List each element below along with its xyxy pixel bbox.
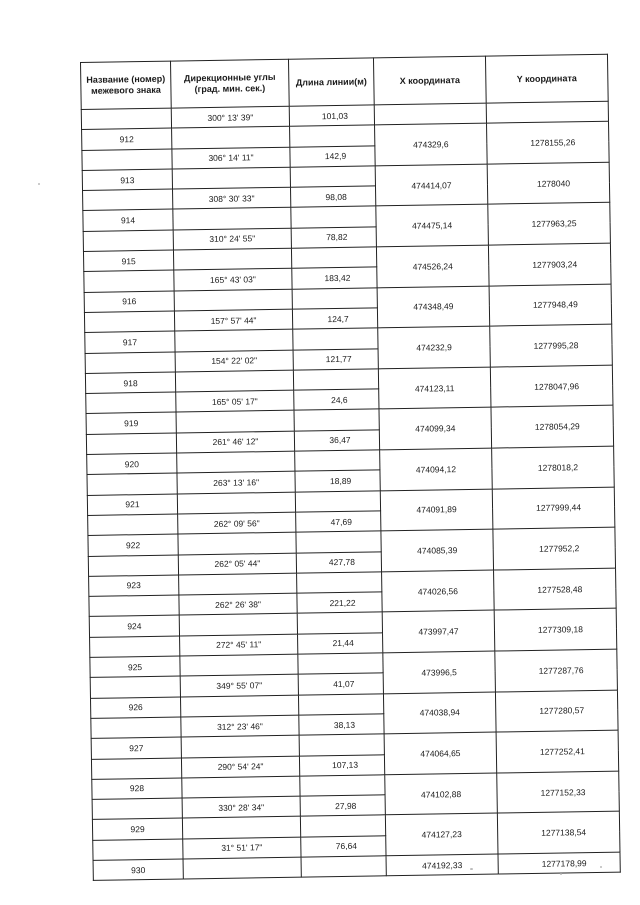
segment-angle: 330° 28' 34"	[182, 796, 300, 818]
point-name-blank	[83, 230, 173, 252]
segment-angle-blank	[178, 532, 296, 554]
segment-angle: 157° 57' 44"	[174, 309, 292, 331]
coordinates-sheet	[80, 54, 620, 881]
point-name: 925	[90, 656, 180, 678]
segment-angle: 154° 22' 02"	[175, 350, 293, 372]
y-coordinate: 1277252,41	[496, 730, 619, 773]
point-name: 923	[89, 575, 179, 597]
point-name: 916	[84, 291, 174, 313]
point-name-blank	[91, 717, 181, 739]
y-coordinate: 1278047,96	[490, 365, 613, 408]
segment-length: 76,64	[301, 835, 386, 857]
y-coordinate: 1277138,54	[497, 812, 620, 855]
x-coordinate: 474329,6	[375, 123, 488, 165]
segment-angle-blank	[179, 614, 297, 636]
point-name: 929	[92, 818, 182, 840]
segment-angle-blank	[172, 167, 290, 189]
x-coordinate: 474094,12	[380, 448, 493, 490]
header-angle: Дирекционные углы (град. мин. сек.)	[170, 59, 289, 108]
x-coordinate: 474102,88	[385, 773, 498, 815]
point-name-blank	[92, 798, 182, 820]
segment-length-blank	[293, 328, 378, 350]
y-coordinate: 1277948,49	[489, 284, 612, 327]
x-coordinate: 474064,65	[384, 732, 497, 774]
segment-length: 38,13	[299, 714, 384, 736]
segment-length: 124,7	[292, 308, 377, 330]
segment-length-blank	[296, 531, 381, 553]
segment-angle: 31° 51' 17"	[183, 837, 301, 859]
segment-angle-blank	[173, 208, 291, 230]
x-coordinate: 474026,56	[382, 570, 495, 612]
header-name: Название (номер) межевого знака	[81, 61, 172, 109]
y-coordinate-blank	[486, 101, 608, 123]
x-coordinate: 474099,34	[379, 408, 492, 450]
segment-length-blank	[294, 409, 379, 431]
segment-angle: 261° 46' 12"	[176, 431, 294, 453]
header-length: Длина линии(м)	[288, 58, 374, 106]
segment-angle-blank	[172, 127, 290, 149]
segment-angle: 300° 13' 39"	[171, 106, 289, 128]
x-coordinate: 474475,14	[376, 205, 489, 247]
segment-length-blank	[300, 775, 385, 797]
point-name: 921	[87, 494, 177, 516]
header-x: X координата	[373, 56, 486, 105]
segment-angle: 306° 14' 11"	[172, 147, 290, 169]
y-coordinate: 1277178,99	[498, 852, 620, 874]
point-name-blank	[85, 352, 175, 374]
point-name-blank	[86, 392, 176, 414]
y-coordinate: 1277952,2	[493, 527, 616, 570]
point-name: 914	[83, 210, 173, 232]
point-name: 917	[85, 331, 175, 353]
point-name-blank	[91, 757, 181, 779]
y-coordinate: 1277152,33	[497, 771, 620, 814]
segment-angle-blank	[176, 411, 294, 433]
x-coordinate: 474232,9	[378, 326, 491, 368]
segment-angle: 272° 45' 11"	[180, 634, 298, 656]
segment-length: 21,44	[298, 633, 383, 655]
point-name: 918	[85, 372, 175, 394]
point-name-blank	[93, 839, 183, 861]
header-row	[81, 54, 609, 109]
segment-angle-blank	[182, 817, 300, 839]
y-coordinate: 1277309,18	[494, 609, 617, 652]
point-name: 928	[92, 778, 182, 800]
segment-length: 101,03	[289, 105, 374, 127]
scan-speck	[470, 868, 473, 870]
y-coordinate: 1277287,76	[495, 649, 618, 692]
segment-length-blank	[301, 856, 386, 878]
segment-angle-blank	[175, 370, 293, 392]
segment-angle: 349° 55' 07"	[180, 674, 298, 696]
segment-angle-blank	[181, 735, 299, 757]
segment-length: 47,69	[296, 511, 381, 533]
segment-length: 107,13	[299, 754, 384, 776]
y-coordinate: 1278054,29	[491, 406, 614, 449]
x-coordinate: 474192,33	[386, 854, 498, 876]
segment-angle-blank	[179, 573, 297, 595]
segment-angle-blank	[175, 329, 293, 351]
segment-angle: 290° 54' 24"	[181, 756, 299, 778]
segment-angle: 165° 05' 17"	[176, 390, 294, 412]
y-coordinate: 1277963,25	[488, 203, 611, 246]
scan-speck	[38, 183, 40, 185]
y-coordinate: 1277999,44	[492, 487, 615, 530]
x-coordinate-blank	[374, 103, 486, 125]
y-coordinate: 1278040	[487, 162, 610, 205]
point-name-blank	[84, 311, 174, 333]
point-name-blank	[88, 514, 178, 536]
segment-length: 142,9	[290, 145, 375, 167]
point-name-blank	[84, 270, 174, 292]
y-coordinate: 1278155,26	[487, 122, 610, 165]
segment-length-blank	[291, 247, 376, 269]
segment-length: 121,77	[293, 348, 378, 370]
x-coordinate: 473996,5	[383, 651, 496, 693]
segment-length: 98,08	[290, 186, 375, 208]
segment-angle-blank	[177, 492, 295, 514]
segment-length-blank	[293, 369, 378, 391]
segment-length-blank	[300, 815, 385, 837]
segment-length-blank	[299, 734, 384, 756]
segment-length: 221,22	[297, 592, 382, 614]
point-name-blank	[81, 108, 171, 130]
segment-angle: 263° 13' 16"	[177, 472, 295, 494]
segment-length-blank	[291, 206, 376, 228]
x-coordinate: 474526,24	[376, 245, 489, 287]
segment-length-blank	[290, 125, 375, 147]
point-name-blank	[90, 636, 180, 658]
y-coordinate: 1278018,2	[492, 446, 615, 489]
point-name: 912	[82, 128, 172, 150]
x-coordinate: 474127,23	[385, 813, 498, 855]
segment-length: 27,98	[300, 795, 385, 817]
point-name: 913	[82, 169, 172, 191]
scan-speck	[560, 873, 562, 875]
segment-length-blank	[298, 653, 383, 675]
boundary-coordinates-table	[80, 54, 621, 881]
y-coordinate: 1277528,48	[494, 568, 617, 611]
y-coordinate: 1277995,28	[490, 324, 613, 367]
header-y: Y координата	[485, 54, 608, 103]
x-coordinate: 474414,07	[375, 164, 488, 206]
segment-length-blank	[295, 490, 380, 512]
x-coordinate: 474085,39	[381, 529, 494, 571]
segment-angle: 262° 09' 56"	[178, 512, 296, 534]
point-name: 915	[83, 250, 173, 272]
point-name: 926	[90, 697, 180, 719]
point-name: 930	[93, 859, 183, 881]
segment-length: 18,89	[295, 470, 380, 492]
point-name: 924	[89, 615, 179, 637]
segment-angle-blank	[177, 451, 295, 473]
segment-angle: 165° 43' 03"	[174, 269, 292, 291]
segment-length-blank	[290, 166, 375, 188]
segment-angle-blank	[173, 248, 291, 270]
y-coordinate: 1277903,24	[488, 243, 611, 286]
point-name-blank	[83, 189, 173, 211]
segment-length: 427,78	[296, 551, 381, 573]
point-name: 919	[86, 412, 176, 434]
point-name-blank	[86, 433, 176, 455]
segment-angle: 310° 24' 55"	[173, 228, 291, 250]
point-name-blank	[82, 149, 172, 171]
point-name-blank	[87, 473, 177, 495]
point-name-blank	[90, 676, 180, 698]
x-coordinate: 474123,11	[378, 367, 491, 409]
table-body	[81, 101, 620, 880]
segment-angle-blank	[183, 857, 301, 879]
segment-angle-blank	[174, 289, 292, 311]
segment-angle: 308° 30' 33"	[173, 187, 291, 209]
segment-length: 78,82	[291, 227, 376, 249]
x-coordinate: 474348,49	[377, 286, 490, 328]
segment-angle-blank	[180, 695, 298, 717]
y-coordinate: 1277280,57	[495, 690, 618, 733]
segment-angle-blank	[182, 776, 300, 798]
segment-length: 36,47	[294, 430, 379, 452]
point-name: 920	[87, 453, 177, 475]
x-coordinate: 474038,94	[383, 692, 496, 734]
point-name-blank	[88, 555, 178, 577]
scan-speck	[600, 866, 602, 868]
segment-length-blank	[297, 612, 382, 634]
segment-length-blank	[298, 693, 383, 715]
point-name-blank	[89, 595, 179, 617]
segment-length-blank	[297, 572, 382, 594]
segment-angle-blank	[180, 654, 298, 676]
segment-length-blank	[295, 450, 380, 472]
x-coordinate: 473997,47	[382, 610, 495, 652]
point-name: 922	[88, 534, 178, 556]
segment-angle: 312° 23' 46"	[181, 715, 299, 737]
segment-length: 41,07	[298, 673, 383, 695]
segment-length: 183,42	[292, 267, 377, 289]
segment-length-blank	[292, 288, 377, 310]
x-coordinate: 474091,89	[380, 489, 493, 531]
segment-length: 24,6	[294, 389, 379, 411]
segment-angle: 262° 05' 44"	[178, 553, 296, 575]
segment-angle: 262° 26' 38"	[179, 593, 297, 615]
point-name: 927	[91, 737, 181, 759]
